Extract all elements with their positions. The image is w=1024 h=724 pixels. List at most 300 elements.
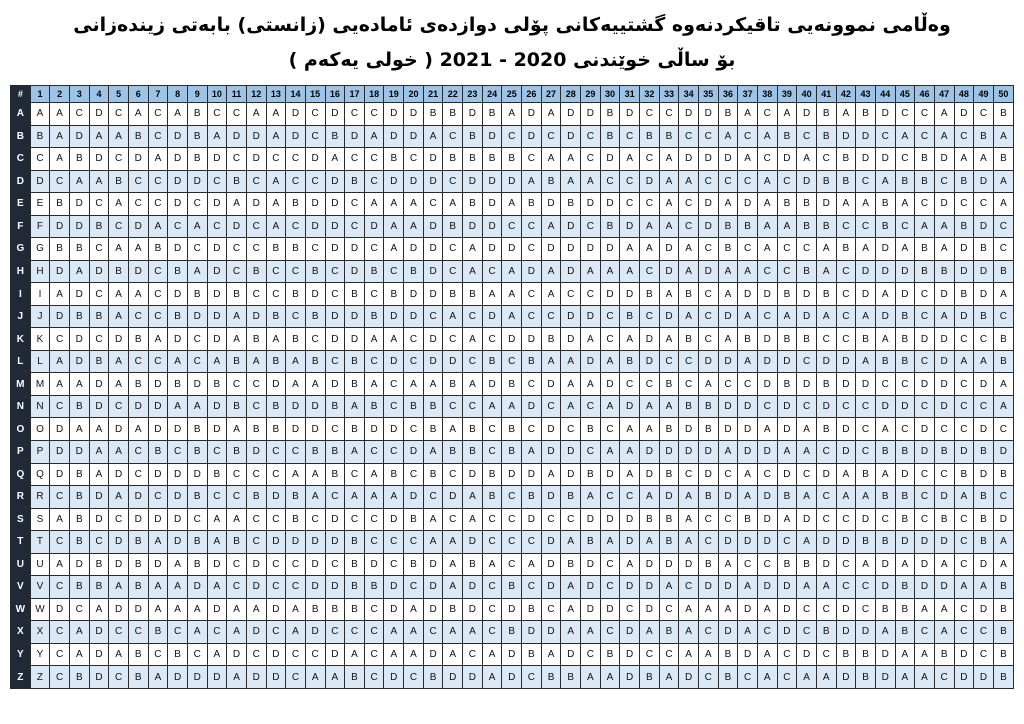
answer-cell: D: [128, 508, 148, 531]
answer-cell: C: [227, 463, 247, 486]
answer-cell: A: [993, 170, 1013, 193]
answer-cell: D: [541, 576, 561, 599]
answer-cell: B: [974, 238, 994, 261]
answer-cell: C: [816, 598, 836, 621]
answer-cell: B: [856, 328, 876, 351]
answer-cell: C: [482, 418, 502, 441]
answer-cell: A: [305, 486, 325, 509]
table-row: [11, 215, 1014, 238]
answer-cell: D: [384, 103, 404, 126]
answer-cell: D: [718, 305, 738, 328]
answer-cell: B: [89, 215, 109, 238]
answer-cell: F: [30, 215, 50, 238]
answer-cell: A: [679, 486, 699, 509]
answer-cell: A: [266, 103, 286, 126]
answer-cell: D: [69, 350, 89, 373]
answer-cell: C: [128, 621, 148, 644]
answer-cell: C: [305, 643, 325, 666]
row-label: N: [11, 395, 31, 418]
answer-cell: C: [993, 305, 1013, 328]
answer-cell: C: [246, 643, 266, 666]
answer-cell: B: [168, 260, 188, 283]
answer-cell: C: [207, 103, 227, 126]
answer-cell: D: [856, 373, 876, 396]
answer-cell: A: [561, 395, 581, 418]
answer-cell: C: [345, 508, 365, 531]
answer-cell: A: [640, 215, 660, 238]
answer-cell: D: [187, 170, 207, 193]
answer-cell: A: [993, 553, 1013, 576]
answer-cell: C: [325, 260, 345, 283]
answer-cell: B: [659, 508, 679, 531]
answer-cell: D: [463, 103, 483, 126]
answer-cell: C: [266, 576, 286, 599]
answer-cell: D: [207, 328, 227, 351]
answer-cell: D: [109, 598, 129, 621]
answer-cell: A: [797, 440, 817, 463]
answer-cell: D: [561, 328, 581, 351]
answer-cell: C: [128, 440, 148, 463]
answer-cell: D: [30, 170, 50, 193]
answer-cell: D: [128, 215, 148, 238]
answer-cell: C: [915, 621, 935, 644]
answer-cell: C: [934, 170, 954, 193]
answer-cell: B: [895, 508, 915, 531]
answer-cell: B: [384, 148, 404, 171]
answer-cell: A: [443, 576, 463, 599]
answer-cell: C: [620, 170, 640, 193]
answer-cell: D: [423, 148, 443, 171]
answer-cell: B: [305, 598, 325, 621]
answer-cell: A: [227, 418, 247, 441]
answer-cell: D: [954, 260, 974, 283]
answer-cell: D: [581, 350, 601, 373]
answer-cell: A: [227, 621, 247, 644]
answer-cell: A: [89, 463, 109, 486]
answer-cell: C: [954, 621, 974, 644]
answer-cell: A: [993, 125, 1013, 148]
answer-cell: B: [69, 486, 89, 509]
answer-cell: C: [502, 125, 522, 148]
answer-cell: C: [227, 103, 247, 126]
answer-cell: C: [443, 508, 463, 531]
answer-cell: A: [934, 598, 954, 621]
answer-cell: C: [856, 418, 876, 441]
answer-cell: A: [640, 418, 660, 441]
answer-cell: D: [816, 350, 836, 373]
answer-cell: A: [816, 576, 836, 599]
answer-cell: D: [345, 125, 365, 148]
answer-cell: A: [797, 418, 817, 441]
answer-cell: B: [875, 598, 895, 621]
answer-cell: C: [581, 395, 601, 418]
answer-cell: C: [698, 170, 718, 193]
answer-cell: D: [345, 305, 365, 328]
answer-cell: B: [404, 260, 424, 283]
answer-cell: B: [738, 215, 758, 238]
answer-cell: B: [345, 553, 365, 576]
row-label: Y: [11, 643, 31, 666]
answer-cell: D: [482, 170, 502, 193]
answer-cell: C: [423, 621, 443, 644]
answer-cell: D: [875, 148, 895, 171]
answer-cell: B: [502, 373, 522, 396]
answer-cell: D: [698, 350, 718, 373]
row-label: R: [11, 486, 31, 509]
answer-cell: S: [30, 508, 50, 531]
answer-cell: B: [266, 418, 286, 441]
answer-cell: D: [89, 643, 109, 666]
answer-cell: D: [698, 576, 718, 599]
answer-cell: A: [659, 148, 679, 171]
answer-cell: D: [620, 643, 640, 666]
answer-cell: C: [797, 125, 817, 148]
answer-cell: C: [148, 350, 168, 373]
answer-cell: A: [561, 373, 581, 396]
answer-cell: D: [718, 395, 738, 418]
answer-cell: D: [974, 170, 994, 193]
answer-cell: D: [89, 260, 109, 283]
answer-cell: B: [993, 148, 1013, 171]
column-header: 7: [148, 86, 168, 103]
answer-cell: A: [541, 103, 561, 126]
answer-cell: A: [443, 531, 463, 554]
column-header: 11: [227, 86, 247, 103]
answer-cell: B: [561, 666, 581, 689]
answer-cell: D: [325, 103, 345, 126]
answer-cell: C: [836, 395, 856, 418]
answer-cell: B: [69, 508, 89, 531]
answer-cell: D: [640, 576, 660, 599]
answer-cell: B: [816, 103, 836, 126]
answer-cell: A: [659, 193, 679, 216]
answer-cell: C: [364, 598, 384, 621]
answer-cell: D: [482, 193, 502, 216]
answer-cell: A: [187, 260, 207, 283]
answer-cell: A: [974, 148, 994, 171]
row-label: H: [11, 260, 31, 283]
answer-cell: A: [443, 305, 463, 328]
answer-cell: D: [443, 350, 463, 373]
answer-cell: B: [50, 238, 70, 261]
answer-cell: A: [423, 125, 443, 148]
answer-cell: D: [246, 193, 266, 216]
answer-cell: B: [227, 531, 247, 554]
answer-cell: A: [777, 215, 797, 238]
answer-cell: A: [620, 440, 640, 463]
answer-cell: A: [757, 238, 777, 261]
answer-cell: C: [993, 238, 1013, 261]
answer-cell: B: [875, 440, 895, 463]
answer-cell: A: [954, 350, 974, 373]
answer-cell: B: [659, 621, 679, 644]
answer-cell: A: [502, 103, 522, 126]
answer-cell: D: [581, 238, 601, 261]
answer-cell: A: [423, 508, 443, 531]
answer-cell: A: [168, 350, 188, 373]
answer-cell: A: [738, 463, 758, 486]
answer-cell: A: [581, 666, 601, 689]
answer-cell: A: [797, 576, 817, 599]
answer-cell: B: [187, 418, 207, 441]
answer-cell: B: [502, 418, 522, 441]
answer-cell: W: [30, 598, 50, 621]
answer-cell: D: [463, 531, 483, 554]
page-subtitle: بۆ ساڵی خوێندنی 2020 - 2021 ( خولی یەکەم ): [288, 49, 736, 71]
answer-cell: D: [777, 418, 797, 441]
answer-cell: C: [345, 463, 365, 486]
answer-cell: D: [581, 103, 601, 126]
answer-cell: B: [502, 440, 522, 463]
answer-cell: B: [384, 283, 404, 306]
answer-cell: A: [875, 621, 895, 644]
answer-cell: A: [286, 373, 306, 396]
table-row: [11, 418, 1014, 441]
answer-cell: B: [698, 395, 718, 418]
answer-cell: C: [187, 350, 207, 373]
answer-cell: A: [659, 170, 679, 193]
column-header: 49: [974, 86, 994, 103]
answer-cell: C: [895, 148, 915, 171]
answer-cell: D: [816, 193, 836, 216]
answer-cell: B: [128, 666, 148, 689]
answer-cell: C: [443, 395, 463, 418]
answer-cell: A: [915, 215, 935, 238]
answer-cell: A: [286, 598, 306, 621]
answer-cell: B: [659, 373, 679, 396]
answer-cell: D: [128, 260, 148, 283]
table-row: [11, 463, 1014, 486]
answer-cell: A: [816, 260, 836, 283]
answer-cell: D: [404, 305, 424, 328]
answer-cell: D: [875, 666, 895, 689]
answer-cell: A: [797, 148, 817, 171]
answer-cell: B: [286, 193, 306, 216]
answer-cell: C: [364, 643, 384, 666]
answer-cell: D: [698, 463, 718, 486]
answer-cell: A: [109, 125, 129, 148]
answer-cell: B: [600, 215, 620, 238]
answer-cell: C: [679, 350, 699, 373]
answer-cell: D: [522, 508, 542, 531]
answer-cell: A: [915, 598, 935, 621]
answer-cell: C: [836, 508, 856, 531]
answer-cell: D: [934, 395, 954, 418]
table-row: [11, 621, 1014, 644]
column-header: 35: [698, 86, 718, 103]
answer-cell: C: [207, 170, 227, 193]
answer-cell: D: [836, 440, 856, 463]
answer-cell: D: [109, 418, 129, 441]
answer-cell: A: [168, 103, 188, 126]
answer-cell: B: [797, 553, 817, 576]
answer-cell: B: [266, 238, 286, 261]
row-label: D: [11, 170, 31, 193]
answer-cell: C: [148, 193, 168, 216]
answer-cell: D: [659, 486, 679, 509]
answer-cell: B: [69, 395, 89, 418]
answer-cell: B: [797, 260, 817, 283]
answer-cell: B: [364, 395, 384, 418]
answer-cell: D: [423, 643, 443, 666]
answer-cell: A: [109, 283, 129, 306]
answer-cell: A: [698, 373, 718, 396]
answer-cell: D: [207, 395, 227, 418]
answer-cell: C: [915, 395, 935, 418]
answer-cell: B: [718, 215, 738, 238]
answer-cell: R: [30, 486, 50, 509]
answer-cell: B: [266, 395, 286, 418]
answer-cell: D: [679, 103, 699, 126]
answer-cell: A: [69, 170, 89, 193]
answer-cell: N: [30, 395, 50, 418]
answer-cell: B: [600, 103, 620, 126]
answer-cell: C: [187, 508, 207, 531]
answer-cell: A: [600, 260, 620, 283]
answer-cell: D: [640, 463, 660, 486]
answer-cell: A: [463, 238, 483, 261]
answer-cell: A: [148, 576, 168, 599]
answer-cell: C: [286, 148, 306, 171]
answer-cell: A: [581, 373, 601, 396]
answer-cell: A: [463, 486, 483, 509]
answer-cell: D: [816, 395, 836, 418]
answer-cell: C: [600, 553, 620, 576]
answer-cell: A: [934, 621, 954, 644]
column-header: 12: [246, 86, 266, 103]
answer-cell: C: [600, 305, 620, 328]
answer-cell: B: [463, 440, 483, 463]
column-header: 19: [384, 86, 404, 103]
answer-cell: C: [522, 531, 542, 554]
answer-cell: C: [797, 238, 817, 261]
answer-cell: B: [777, 125, 797, 148]
column-header: 40: [797, 86, 817, 103]
answer-cell: D: [974, 373, 994, 396]
answer-cell: D: [698, 103, 718, 126]
answer-cell: A: [620, 148, 640, 171]
answer-cell: C: [797, 598, 817, 621]
answer-cell: D: [207, 193, 227, 216]
answer-cell: A: [128, 103, 148, 126]
answer-cell: C: [600, 576, 620, 599]
answer-cell: D: [698, 260, 718, 283]
answer-cell: B: [856, 666, 876, 689]
answer-cell: B: [502, 576, 522, 599]
answer-cell: D: [856, 283, 876, 306]
answer-cell: A: [69, 373, 89, 396]
answer-cell: A: [109, 486, 129, 509]
answer-cell: D: [109, 531, 129, 554]
answer-cell: D: [364, 418, 384, 441]
answer-cell: A: [207, 643, 227, 666]
answer-cell: D: [541, 531, 561, 554]
answer-cell: D: [640, 598, 660, 621]
answer-cell: B: [797, 215, 817, 238]
answer-cell: D: [600, 373, 620, 396]
answer-cell: D: [836, 598, 856, 621]
answer-cell: P: [30, 440, 50, 463]
answer-cell: A: [168, 553, 188, 576]
answer-cell: C: [954, 328, 974, 351]
answer-cell: C: [89, 531, 109, 554]
answer-cell: C: [777, 531, 797, 554]
answer-cell: B: [816, 418, 836, 441]
answer-cell: A: [757, 418, 777, 441]
answer-cell: C: [364, 666, 384, 689]
column-header: 47: [934, 86, 954, 103]
answer-cell: A: [227, 305, 247, 328]
answer-cell: B: [797, 193, 817, 216]
answer-cell: B: [659, 418, 679, 441]
answer-cell: A: [541, 148, 561, 171]
row-label: L: [11, 350, 31, 373]
answer-cell: D: [364, 553, 384, 576]
answer-cell: C: [286, 215, 306, 238]
answer-cell: C: [148, 260, 168, 283]
answer-cell: B: [856, 103, 876, 126]
answer-cell: A: [364, 486, 384, 509]
answer-cell: D: [227, 125, 247, 148]
answer-cell: A: [974, 350, 994, 373]
answer-cell: C: [954, 395, 974, 418]
answer-cell: B: [325, 395, 345, 418]
answer-cell: B: [364, 305, 384, 328]
answer-cell: D: [423, 170, 443, 193]
answer-cell: C: [954, 373, 974, 396]
answer-cell: D: [305, 395, 325, 418]
answer-cell: B: [777, 283, 797, 306]
row-label: U: [11, 553, 31, 576]
answer-cell: B: [915, 170, 935, 193]
answer-cell: C: [875, 125, 895, 148]
answer-cell: B: [286, 486, 306, 509]
answer-cell: D: [934, 283, 954, 306]
answer-cell: C: [679, 215, 699, 238]
row-label: M: [11, 373, 31, 396]
answer-cell: A: [757, 193, 777, 216]
row-label: S: [11, 508, 31, 531]
table-row: [11, 395, 1014, 418]
answer-cell: A: [738, 576, 758, 599]
answer-cell: A: [993, 283, 1013, 306]
answer-cell: A: [875, 170, 895, 193]
answer-cell: D: [502, 643, 522, 666]
answer-cell: C: [836, 553, 856, 576]
table-row: [11, 238, 1014, 261]
answer-cell: A: [482, 643, 502, 666]
answer-cell: D: [659, 553, 679, 576]
answer-cell: A: [168, 395, 188, 418]
answer-cell: A: [69, 418, 89, 441]
answer-cell: C: [777, 643, 797, 666]
answer-cell: D: [777, 463, 797, 486]
answer-cell: A: [384, 215, 404, 238]
answer-cell: C: [718, 508, 738, 531]
answer-cell: C: [502, 508, 522, 531]
answer-cell: C: [443, 328, 463, 351]
answer-cell: C: [364, 621, 384, 644]
answer-cell: D: [286, 103, 306, 126]
answer-cell: B: [993, 463, 1013, 486]
answer-cell: A: [227, 598, 247, 621]
answer-cell: B: [109, 170, 129, 193]
column-header: 38: [757, 86, 777, 103]
answer-cell: B: [541, 666, 561, 689]
answer-cell: D: [168, 125, 188, 148]
answer-cell: B: [600, 643, 620, 666]
answer-cell: B: [345, 418, 365, 441]
